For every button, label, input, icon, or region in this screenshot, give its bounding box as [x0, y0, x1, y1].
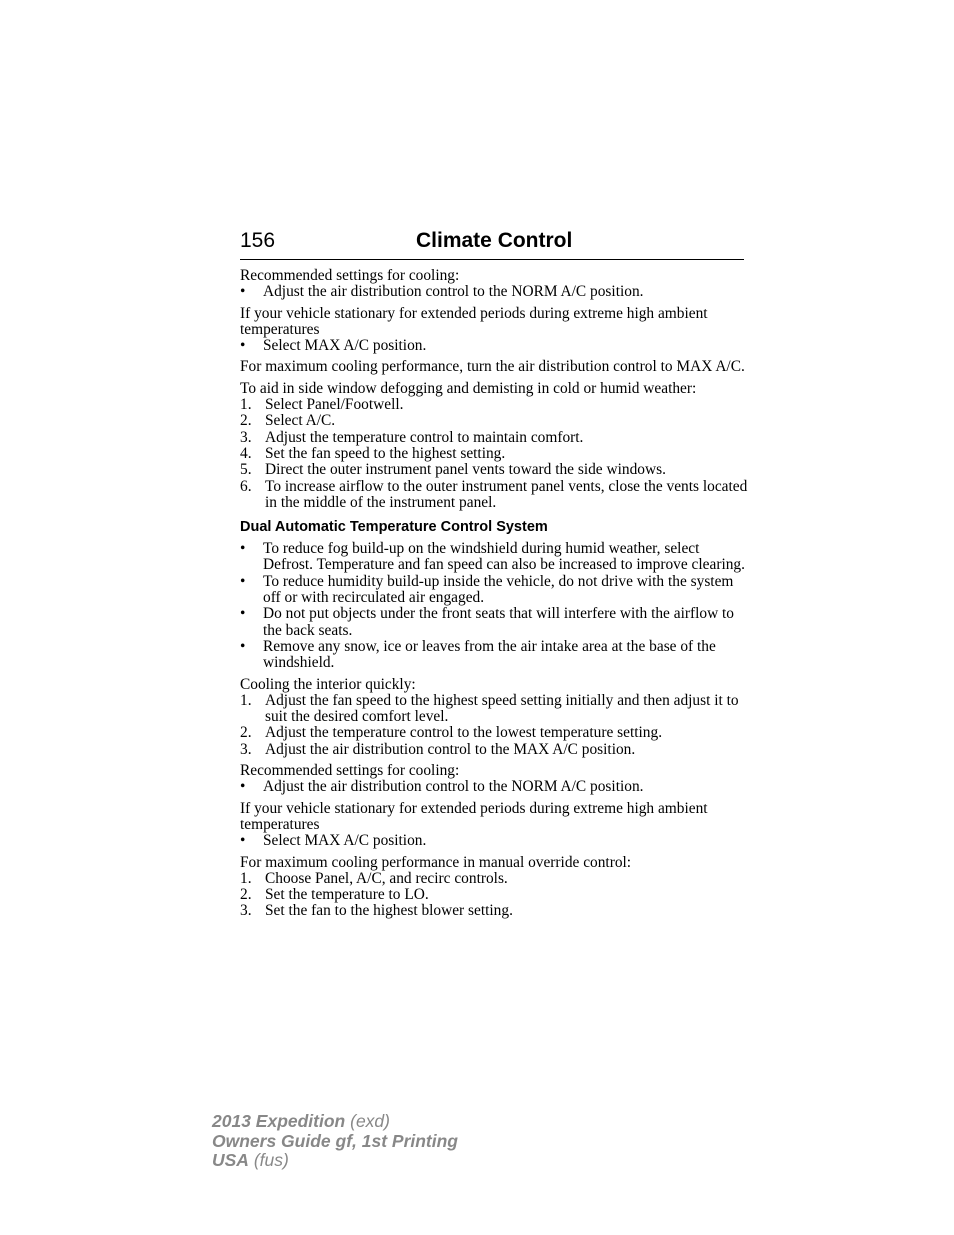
bullet-text: To reduce fog build-up on the windshield during humid weather, select Defrost. Temperature and fan speed can also be increased to improve clearing.: [263, 540, 745, 574]
list-item: [240, 413, 748, 429]
paragraph: Cooling the interior quickly:: [240, 675, 416, 693]
list-number: 3.: [240, 902, 252, 920]
bullet-text: Select MAX A/C position.: [263, 832, 427, 850]
paragraph: Recommended settings for cooling:: [240, 267, 460, 284]
paragraph: To aid in side window defogging and demisting in cold or humid weather:: [240, 379, 697, 397]
list-item: [240, 725, 748, 741]
bullet-item: [240, 606, 748, 639]
list-number: 2.: [240, 724, 252, 742]
bullet-item: [240, 833, 748, 849]
footer-model-code: (exd): [345, 1111, 390, 1131]
list-item: [240, 430, 748, 446]
list-number: 1.: [240, 691, 252, 709]
bullet-marker: •: [240, 605, 246, 623]
list-item: [240, 479, 748, 512]
list-item: [240, 742, 748, 758]
footer-model: 2013 Expedition: [212, 1111, 346, 1131]
bullet-marker: •: [240, 283, 246, 301]
list-item: [240, 693, 748, 726]
bullet-item: [240, 338, 748, 354]
list-number: 3.: [240, 428, 252, 446]
list-item: [240, 887, 748, 903]
list-item: [240, 903, 748, 919]
list-text: Adjust the temperature control to the lowest temperature setting.: [265, 724, 663, 742]
paragraph: For maximum cooling performance, turn the air distribution control to MAX A/C.: [240, 358, 745, 376]
bullet-text: Adjust the air distribution control to the NORM A/C position.: [263, 778, 644, 796]
chapter-title: Climate Control: [416, 229, 573, 252]
bullet-item: [240, 574, 748, 607]
list-text: Set the fan to the highest blower setting.: [265, 902, 513, 920]
section-heading: Dual Automatic Temperature Control System: [240, 519, 548, 536]
bullet-text: Adjust the air distribution control to the NORM A/C position.: [263, 283, 644, 301]
list-text: Select A/C.: [265, 412, 336, 430]
page-footer: [212, 1112, 458, 1171]
list-number: 1.: [240, 869, 252, 887]
list-text: To increase airflow to the outer instrument panel vents, close the vents located in the middle of the instrument panel.: [265, 477, 748, 511]
list-item: [240, 871, 748, 887]
list-text: Choose Panel, A/C, and recirc controls.: [265, 869, 508, 887]
paragraph: Recommended settings for cooling:: [240, 762, 460, 780]
list-text: Set the temperature to LO.: [265, 886, 429, 904]
bullet-text: Select MAX A/C position.: [263, 337, 427, 355]
list-text: Set the fan speed to the highest setting.: [265, 444, 506, 462]
list-number: 2.: [240, 412, 252, 430]
bullet-text: Remove any snow, ice or leaves from the air intake area at the base of the windshield.: [263, 637, 716, 672]
bullet-item: [240, 779, 748, 795]
bullet-item: [240, 639, 748, 672]
bullet-item: [240, 284, 748, 300]
bullet-marker: •: [240, 572, 246, 590]
list-item: [240, 397, 748, 413]
list-number: 5.: [240, 461, 252, 479]
bullet-marker: •: [240, 778, 246, 796]
bullet-marker: •: [240, 637, 246, 655]
footer-line-3: [212, 1151, 458, 1171]
bullet-marker: •: [240, 540, 246, 558]
list-number: 6.: [240, 477, 252, 495]
list-number: 2.: [240, 886, 252, 904]
footer-market-code: (fus): [248, 1150, 289, 1170]
footer-line-1: [212, 1112, 458, 1132]
bullet-marker: •: [240, 832, 246, 850]
page-header: [240, 229, 744, 260]
footer-market: USA: [212, 1150, 249, 1170]
list-number: 1.: [240, 396, 252, 414]
page-number: 156: [240, 229, 276, 252]
bullet-marker: •: [240, 337, 246, 355]
list-item: [240, 462, 748, 478]
paragraph: For maximum cooling performance in manual override control:: [240, 853, 632, 871]
list-number: 4.: [240, 444, 252, 462]
page-body: [240, 268, 748, 920]
bullet-text: Do not put objects under the front seats that will interfere with the airflow to the back seats.: [263, 605, 734, 639]
footer-line-2: [212, 1132, 458, 1152]
list-text: Adjust the fan speed to the highest speed setting initially and then adjust it to suit the desired comfort level.: [265, 691, 739, 726]
list-number: 3.: [240, 740, 252, 758]
bullet-item: [240, 541, 748, 574]
bullet-text: To reduce humidity build-up inside the vehicle, do not drive with the system off or with recirculated air engaged.: [263, 572, 734, 607]
paragraph: If your vehicle stationary for extended periods during extreme high ambient temperatures: [240, 304, 708, 338]
footer-guide: Owners Guide gf, 1st Printing: [212, 1130, 458, 1151]
list-text: Adjust the air distribution control to the MAX A/C position.: [265, 740, 636, 758]
list-text: Select Panel/Footwell.: [265, 396, 404, 414]
paragraph: If your vehicle stationary for extended periods during extreme high ambient temperatures: [240, 799, 708, 833]
list-text: Direct the outer instrument panel vents toward the side windows.: [265, 461, 666, 479]
list-text: Adjust the temperature control to maintain comfort.: [265, 428, 584, 446]
list-item: [240, 446, 748, 462]
